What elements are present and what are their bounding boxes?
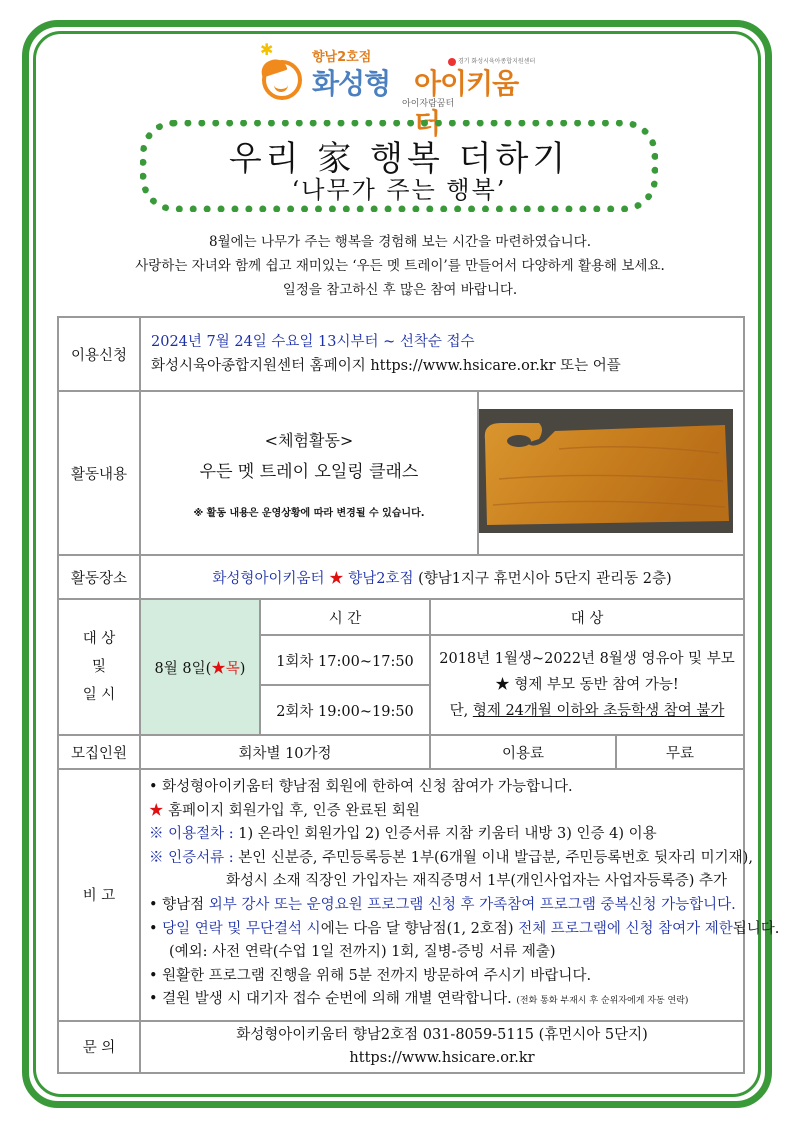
remark-bullet: • <box>149 920 163 937</box>
fee-value: 무료 <box>616 735 744 769</box>
logo-name-part2: 아이키움터 <box>414 67 519 140</box>
session2-time: 2회차 19:00~19:50 <box>260 685 430 735</box>
remark-text: 홈페이지 회원가입 후, 인증 완료된 회원 <box>163 802 420 819</box>
table-row-recruit <box>58 735 744 769</box>
time-header: 시 간 <box>260 599 430 635</box>
page-title: 우리 家 행복 더하기 <box>228 139 570 179</box>
contact-cell <box>140 1021 744 1073</box>
date-text: 8월 8일( <box>154 660 212 677</box>
remark-head: ※ 이용절차 : <box>149 826 234 843</box>
schedule-label-line: 및 <box>91 659 106 675</box>
session1-time: 1회차 17:00~17:50 <box>260 635 430 685</box>
place-center-name: 화성형아이키움터 <box>212 570 325 587</box>
intro-text <box>60 230 740 302</box>
place-address: (향남1지구 휴먼시아 5단지 관리동 2층) <box>418 570 672 587</box>
remarks-cell <box>140 769 780 1021</box>
remark-text: 됩니다. <box>732 920 780 937</box>
org-mark-icon <box>448 58 456 66</box>
remark-text: 에는 다음 달 향남점(1, 2호점) <box>320 920 519 937</box>
recruit-value: 회차별 10가정 <box>140 735 430 769</box>
remark-line <box>149 823 735 847</box>
contact-phone: 화성형아이키움터 향남2호점 031-8059-5115 (휴먼시아 5단지) <box>236 1026 648 1043</box>
activity-heading: <체험활동> <box>264 430 354 450</box>
remark-text: • 결원 발생 시 대기자 접수 순번에 의해 개별 연락합니다. <box>149 991 517 1008</box>
remark-line: 화성시 소재 직장인 가입자는 재직증명서 1부(개인사업자는 사업자등록증) 추가 <box>226 873 728 890</box>
remark-text: 1) 온라인 회원가입 2) 인증서류 지참 키움터 내방 3) 인증 4) 이용 <box>233 826 657 843</box>
target-age: 2018년 1월생~2022년 8월생 영유아 및 부모 <box>439 651 735 667</box>
contact-url: https://www.hsicare.or.kr <box>349 1049 535 1066</box>
activity-name: 우든 멧 트레이 오일링 클래스 <box>199 461 419 482</box>
remarks-label: 비 고 <box>58 769 140 1021</box>
intro-line: 사랑하는 자녀와 함께 쉽고 재미있는 ‘우든 멧 트레이’를 만들어서 다양하게 활용해 보세요. <box>135 258 665 274</box>
place-branch: 향남2호점 <box>348 570 414 587</box>
fee-label: 이용료 <box>430 735 616 769</box>
page-subtitle: ‘나무가 주는 행복’ <box>291 176 507 204</box>
contact-label: 문 의 <box>58 1021 140 1073</box>
remark-line <box>149 988 735 1014</box>
apply-method: 화성시육아종합지원센터 홈페이지 https://www.hsicare.or.kr 또는 어플 <box>151 358 621 374</box>
intro-line: 일정을 참고하신 후 많은 참여 바랍니다. <box>282 282 518 298</box>
logo-name-part1: 화성형 <box>312 67 391 100</box>
place-cell <box>140 555 744 599</box>
table-row-remarks <box>58 769 744 1021</box>
info-table <box>57 316 780 1074</box>
table-row-apply <box>58 317 744 391</box>
star-icon: ★ <box>211 660 226 677</box>
schedule-label <box>58 599 140 735</box>
star-icon: ★ <box>149 802 164 819</box>
table-row-activity <box>58 391 744 555</box>
recruit-label: 모집인원 <box>58 735 140 769</box>
activity-photo-cell <box>478 391 744 555</box>
remark-line: (예외: 사전 연락(수업 1일 전까지) 1회, 질병-증빙 서류 제출) <box>169 944 556 961</box>
remark-line <box>149 847 753 871</box>
target-exclusion-prefix: 단, <box>449 703 473 719</box>
logo-branch: 향남2호점 <box>312 50 372 65</box>
remark-text: • 향남점 <box>149 896 209 913</box>
schedule-label-line: 일 시 <box>82 687 116 703</box>
logo-subtitle: 아이자람꿈터 <box>402 99 455 109</box>
star-icon: ★ <box>329 570 344 587</box>
remark-line <box>149 918 780 942</box>
apply-label: 이용신청 <box>58 317 140 391</box>
wooden-tray-photo <box>479 409 733 533</box>
activity-cell <box>140 391 478 555</box>
intro-line: 8월에는 나무가 주는 행복을 경험해 보는 시간을 마련하였습니다. <box>209 234 591 250</box>
schedule-label-line: 대 상 <box>82 631 116 647</box>
logo <box>260 40 536 140</box>
remark-small: (전화 통화 부재시 후 순위자에게 자동 연락) <box>516 996 689 1007</box>
schedule-date <box>140 599 260 735</box>
star-icon: ✱ <box>260 40 274 59</box>
activity-label: 활동내용 <box>58 391 140 555</box>
remark-line <box>149 894 735 918</box>
remark-line <box>149 800 735 824</box>
table-row-place <box>58 555 744 599</box>
remark-highlight: 당일 연락 및 무단결석 시 <box>162 920 321 937</box>
target-exclusion <box>431 698 743 724</box>
logo-org-text: 경기 화성시육아종합지원센터 <box>458 58 536 65</box>
remark-head: ※ 인증서류 : <box>149 849 234 866</box>
date-suffix: ) <box>239 660 246 677</box>
remark-highlight: 전체 프로그램에 신청 참여가 제한 <box>518 920 733 937</box>
apply-cell <box>140 317 744 391</box>
date-weekday: 목 <box>225 660 240 677</box>
table-row-contact <box>58 1021 744 1073</box>
remark-highlight: 외부 강사 또는 운영요원 프로그램 신청 후 가족참여 프로그램 중복신청 가능합니다. <box>208 896 736 913</box>
place-label: 활동장소 <box>58 555 140 599</box>
remark-line: • 원활한 프로그램 진행을 위해 5분 전까지 방문하여 주시기 바랍니다. <box>149 967 592 984</box>
remark-line: • 화성형아이키움터 향남점 회원에 한하여 신청 참여가 가능합니다. <box>149 779 573 795</box>
logo-org <box>448 56 535 66</box>
child-face-icon <box>262 60 302 100</box>
apply-date: 2024년 7월 24일 수요일 13시부터 ~ 선착순 접수 <box>151 334 475 350</box>
remark-text: 본인 신분증, 주민등록등본 1부(6개월 이내 발급분, 주민등록번호 뒷자리 미기재), <box>233 849 753 866</box>
table-row-schedule-header <box>58 599 744 635</box>
target-sibling: ★ 형제 부모 동반 참여 가능! <box>495 677 679 693</box>
target-exclusion-text: 형제 24개월 이하와 초등학생 참여 불가 <box>472 703 725 719</box>
target-header: 대 상 <box>430 599 744 635</box>
activity-note: ※ 활동 내용은 운영상황에 따라 변경될 수 있습니다. <box>193 507 425 519</box>
target-cell <box>430 635 744 735</box>
